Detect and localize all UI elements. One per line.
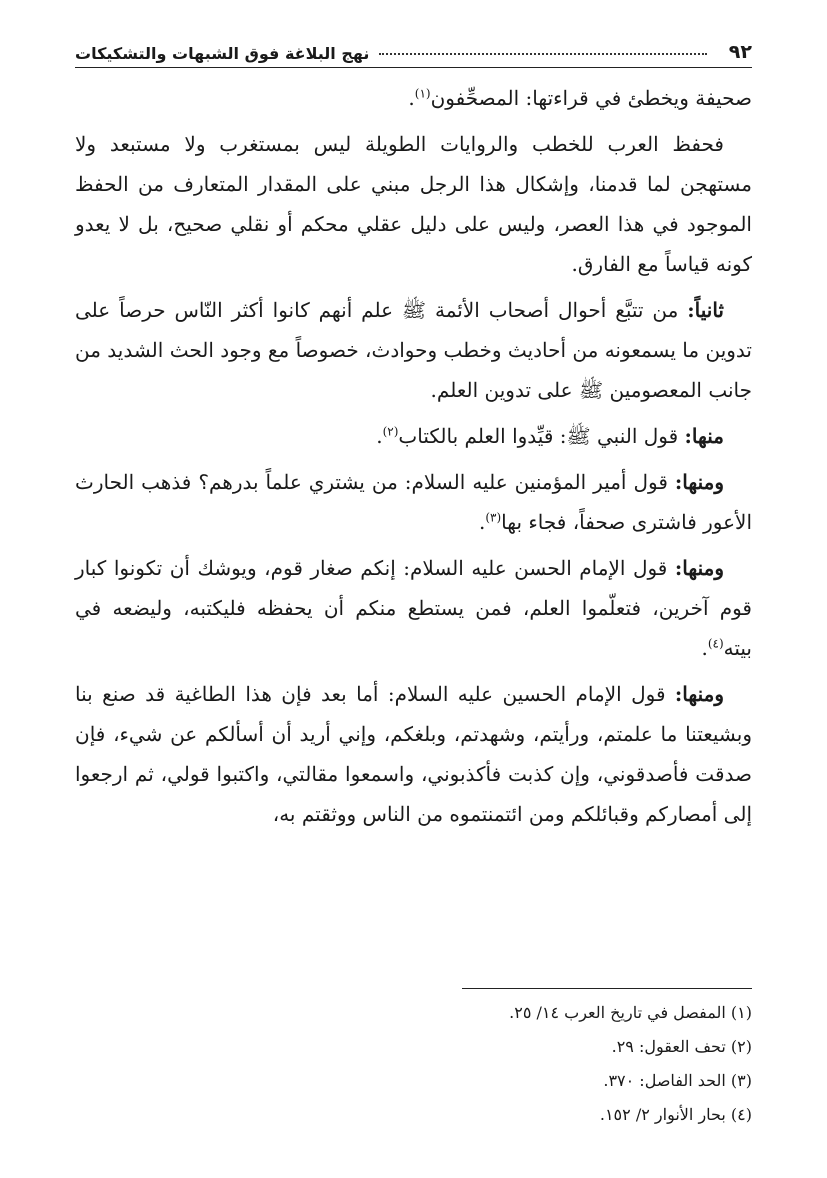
paragraph-text: قول الإمام الحسن عليه السلام: إنكم صغار قوم، ويوشك أن تكونوا كبار قوم آخرين، فتعلّموا العلم، فمن يستطع منكم أن يحفظه فليكتبه، وليضعه في بيته: [75, 556, 752, 660]
paragraph: ومنها: قول الإمام الحسن عليه السلام: إنكم صغار قوم، ويوشك أن تكونوا كبار قوم آخرين، فتعلّموا العلم، فمن يستطع منكم أن يحفظه فليكتبه، وليضعه في بيته$^{(٤)}$.: [75, 556, 752, 660]
footnote-ref: (٤): [707, 636, 724, 651]
paragraph-text: فحفظ العرب للخطب والروايات الطويلة ليس بمستغرب ولا مستبعد ولا مستهجن لما قدمنا، وإشكال هذا الرجل مبني على المقدار المتعارف من الحفظ الموجود في هذا العصر، وليس على دليل عقلي محكم أو نقلي صحيح، بل لا يعدو كونه قياساً مع الفارق.: [75, 132, 752, 276]
page-number: ٩٢: [728, 41, 752, 63]
header-dot-leader: [379, 53, 706, 55]
main-text: [75, 78, 752, 840]
footnote: (١) المفصل في تاريخ العرب ١٤/ ٢٥.: [509, 1003, 752, 1022]
footnote: (٢) تحف العقول: ٢٩.: [611, 1037, 752, 1056]
paragraph: ومنها: قول أمير المؤمنين عليه السلام: من يشتري علماً بدرهم؟ فذهب الحارث الأعور فاشترى صحفاً، فجاء بها$^{(٣)}$.: [75, 470, 752, 534]
paragraph: منها: قول النبي ﷺ: قيِّدوا العلم بالكتاب$^{(٢)}$.: [376, 424, 724, 448]
paragraph-lead: ومنها:: [674, 470, 725, 494]
footnote: (٣) الحد الفاصل: ٣٧٠.: [603, 1071, 752, 1090]
paragraph-text: قول أمير المؤمنين عليه السلام: من يشتري علماً بدرهم؟ فذهب الحارث الأعور فاشترى صحفاً، فجاء بها: [75, 470, 752, 534]
footnote-ref: (٢): [382, 424, 399, 439]
paragraph: [75, 124, 752, 284]
paragraph-text: قول النبي ﷺ: قيِّدوا العلم بالكتاب: [398, 424, 685, 448]
paragraph-lead: منها:: [684, 424, 724, 448]
paragraph: [75, 290, 752, 410]
paragraph: [75, 674, 752, 834]
paragraph: صحيفة ويخطئ في قراءتها: المصحِّفون$^{(١)}$.: [408, 86, 752, 110]
paragraph-lead: ثانياً:: [687, 298, 724, 322]
running-title: نهج البلاغة فوق الشبهات والتشكيكات: [75, 44, 370, 63]
paragraph-text: من تتبَّع أحوال أصحاب الأئمة ﷺ علم أنهم كانوا أكثر النّاس حرصاً على تدوين ما يسمعونه من أحاديث وخطب وحوادث، خصوصاً مع وجود الحث الشديد من جانب المعصومين ﷺ على تدوين العلم.: [74, 298, 752, 402]
paragraph-text: صحيفة ويخطئ في قراءتها: المصحِّفون: [430, 86, 752, 110]
footnote: (٤) بحار الأنوار ٢/ ١٥٢.: [599, 1105, 752, 1124]
paragraph-text: قول الإمام الحسين عليه السلام: أما بعد فإن هذا الطاغية قد صنع بنا وبشيعتنا ما علمتم، ورأيتم، وشهدتم، وبلغكم، وإني أريد أن أسألكم عن شيء، فإن صدقت فأصدقوني، وإن كذبت فأكذبوني، واسمعوا مقالتي، واكتبوا قولي، ثم ارجعوا إلى أمصاركم وقبائلكم ومن ائتمنتموه من الناس ووثقتم به،: [75, 682, 752, 826]
footnote-ref: (١): [414, 86, 431, 101]
footnote-ref: (٣): [485, 510, 502, 525]
footnote-separator: [462, 988, 752, 989]
footnotes: [75, 998, 752, 1134]
running-header: [75, 28, 752, 68]
paragraph-lead: ومنها:: [674, 556, 724, 580]
paragraph-lead: ومنها:: [674, 682, 724, 706]
